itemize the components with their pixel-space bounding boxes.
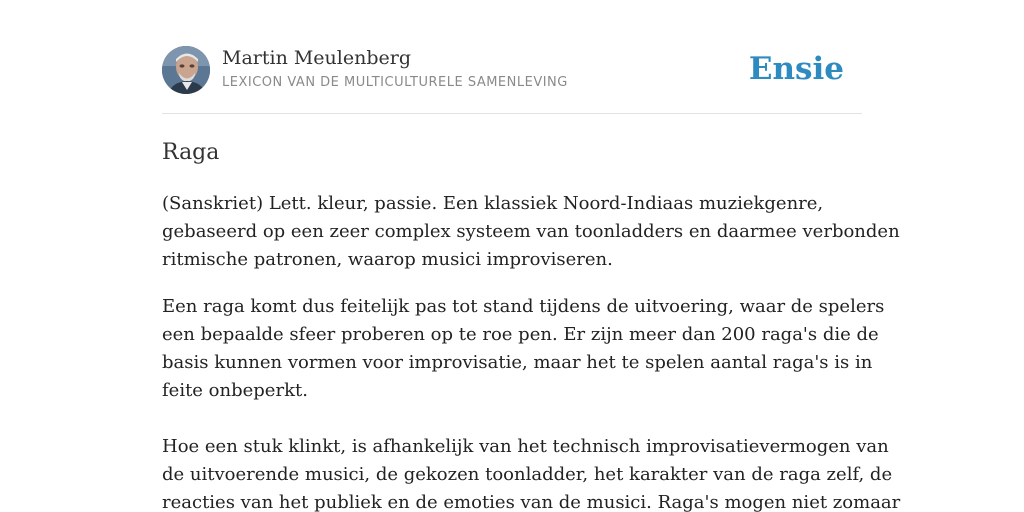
author-avatar[interactable]	[162, 46, 210, 94]
article-title: Raga	[162, 140, 220, 165]
article-header	[162, 46, 862, 114]
paragraph-1	[162, 190, 900, 274]
paragraph-line: ritmische patronen, waarop musici improviseren.	[162, 249, 613, 270]
publication-name[interactable]: LEXICON VAN DE MULTICULTURELE SAMENLEVING	[222, 75, 568, 90]
paragraph-break	[162, 405, 862, 433]
paragraph-line: (Sanskriet) Lett. kleur, passie. Een klassiek Noord-Indiaas muziekgenre,	[162, 193, 824, 214]
avatar-photo-icon	[162, 46, 210, 94]
paragraph-line: feite onbeperkt.	[162, 380, 308, 401]
paragraph-line: de uitvoerende musici, de gekozen toonladder, het karakter van de raga zelf, de	[162, 464, 893, 485]
article-body	[162, 138, 901, 512]
paragraph-2	[162, 293, 901, 512]
paragraph-line: Hoe een stuk klinkt, is afhankelijk van het technisch improvisatievermogen van	[162, 436, 889, 457]
author-name[interactable]: Martin Meulenberg	[222, 47, 411, 69]
ensie-logo[interactable]: Ensie	[748, 51, 844, 87]
paragraph-line: Een raga komt dus feitelijk pas tot stand tijdens de uitvoering, waar de spelers	[162, 296, 885, 317]
paragraph-line: gebaseerd op een zeer complex systeem van toonladders en daarmee verbonden	[162, 221, 900, 242]
paragraph-line: een bepaalde sfeer proberen op te roe pen. Er zijn meer dan 200 raga's die de	[162, 324, 879, 345]
paragraph-line: reacties van het publiek en de emoties van de musici. Raga's mogen niet zomaar	[162, 492, 901, 512]
paragraph-line: basis kunnen vormen voor improvisatie, maar het te spelen aantal raga's is in	[162, 352, 873, 373]
